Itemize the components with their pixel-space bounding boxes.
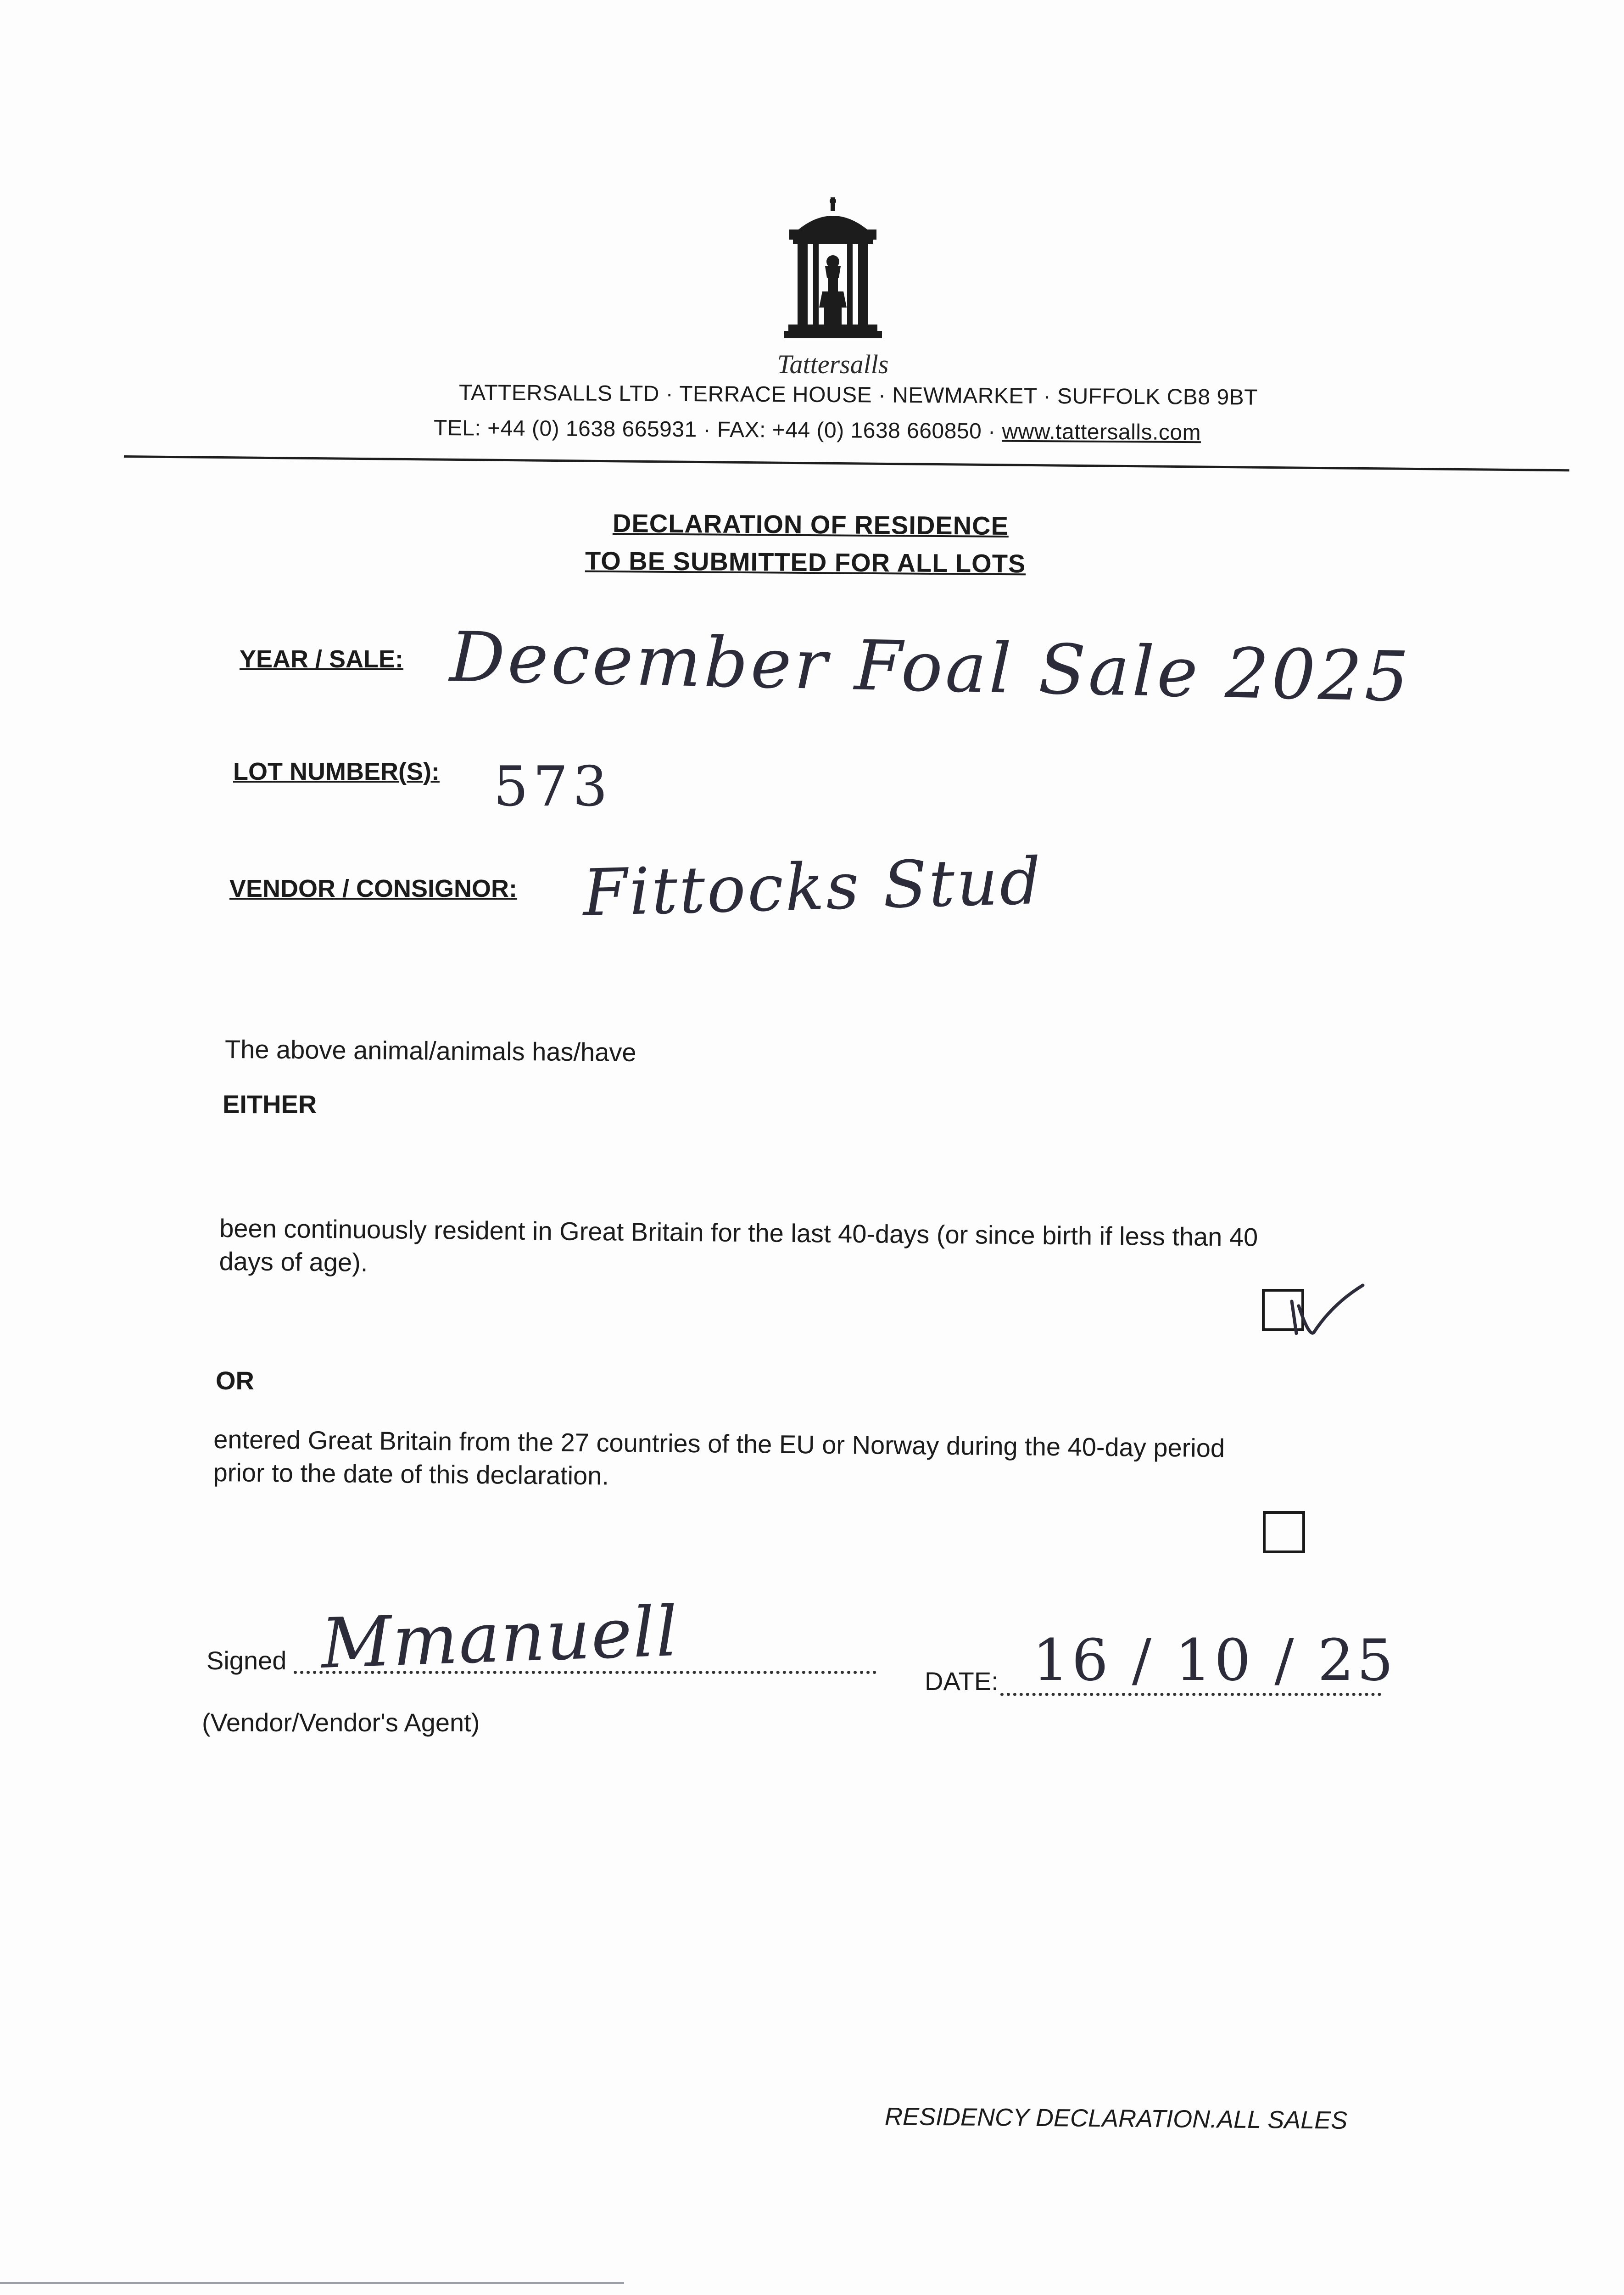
year-sale-field[interactable]: December Foal Sale 2025 [449, 617, 1412, 717]
brand-name: Tattersalls [777, 349, 889, 379]
date-field[interactable]: 16 / 10 / 25 [1032, 1627, 1396, 1694]
checkmark-icon [1260, 1276, 1365, 1345]
header-divider [124, 455, 1569, 471]
option-entered-line-1: entered Great Britain from the 27 countries of the EU or Norway during the 40-day period [213, 1425, 1225, 1463]
either-label: EITHER [223, 1090, 317, 1119]
option-resident-line-2: days of age). [219, 1246, 368, 1277]
option-entered-text [213, 1423, 1225, 1498]
document-code: RESIDENCY DECLARATION.ALL SALES [884, 2103, 1348, 2134]
option-entered-checkbox[interactable] [1263, 1511, 1305, 1553]
tattersalls-rotunda-logo-icon [780, 197, 886, 349]
form-subtitle: TO BE SUBMITTED FOR ALL LOTS [585, 546, 1026, 578]
option-resident-text [219, 1212, 1258, 1287]
year-sale-label: YEAR / SALE: [240, 645, 404, 673]
signed-label: Signed [206, 1646, 287, 1675]
lot-numbers-field[interactable]: 573 [493, 755, 613, 819]
option-entered-line-2: prior to the date of this declaration. [213, 1457, 609, 1490]
contact-numbers: TEL: +44 (0) 1638 665931 · FAX: +44 (0) 1638 660850 · [433, 416, 1002, 444]
lot-numbers-label: LOT NUMBER(S): [233, 758, 440, 785]
form-title: DECLARATION OF RESIDENCE [612, 508, 1009, 541]
company-address: TATTERSALLS LTD · TERRACE HOUSE · NEWMARKET · SUFFOLK CB8 9BT [458, 381, 1258, 410]
company-contact [434, 415, 1201, 445]
signature-field[interactable]: Mmanuell [319, 1591, 680, 1684]
option-resident-line-1: been continuously resident in Great Britain for the last 40-days (or since birth if less than 40 [219, 1214, 1258, 1252]
declaration-intro: The above animal/animals has/have [224, 1035, 636, 1067]
date-label: DATE: [925, 1667, 999, 1696]
or-label: OR [216, 1366, 254, 1395]
website-link[interactable]: www.tattersalls.com [1002, 419, 1201, 445]
vendor-consignor-label: VENDOR / CONSIGNOR: [229, 875, 518, 902]
signer-role: (Vendor/Vendor's Agent) [202, 1708, 480, 1737]
vendor-consignor-field[interactable]: Fittocks Stud [581, 844, 1044, 931]
scan-edge-line [0, 2282, 624, 2284]
